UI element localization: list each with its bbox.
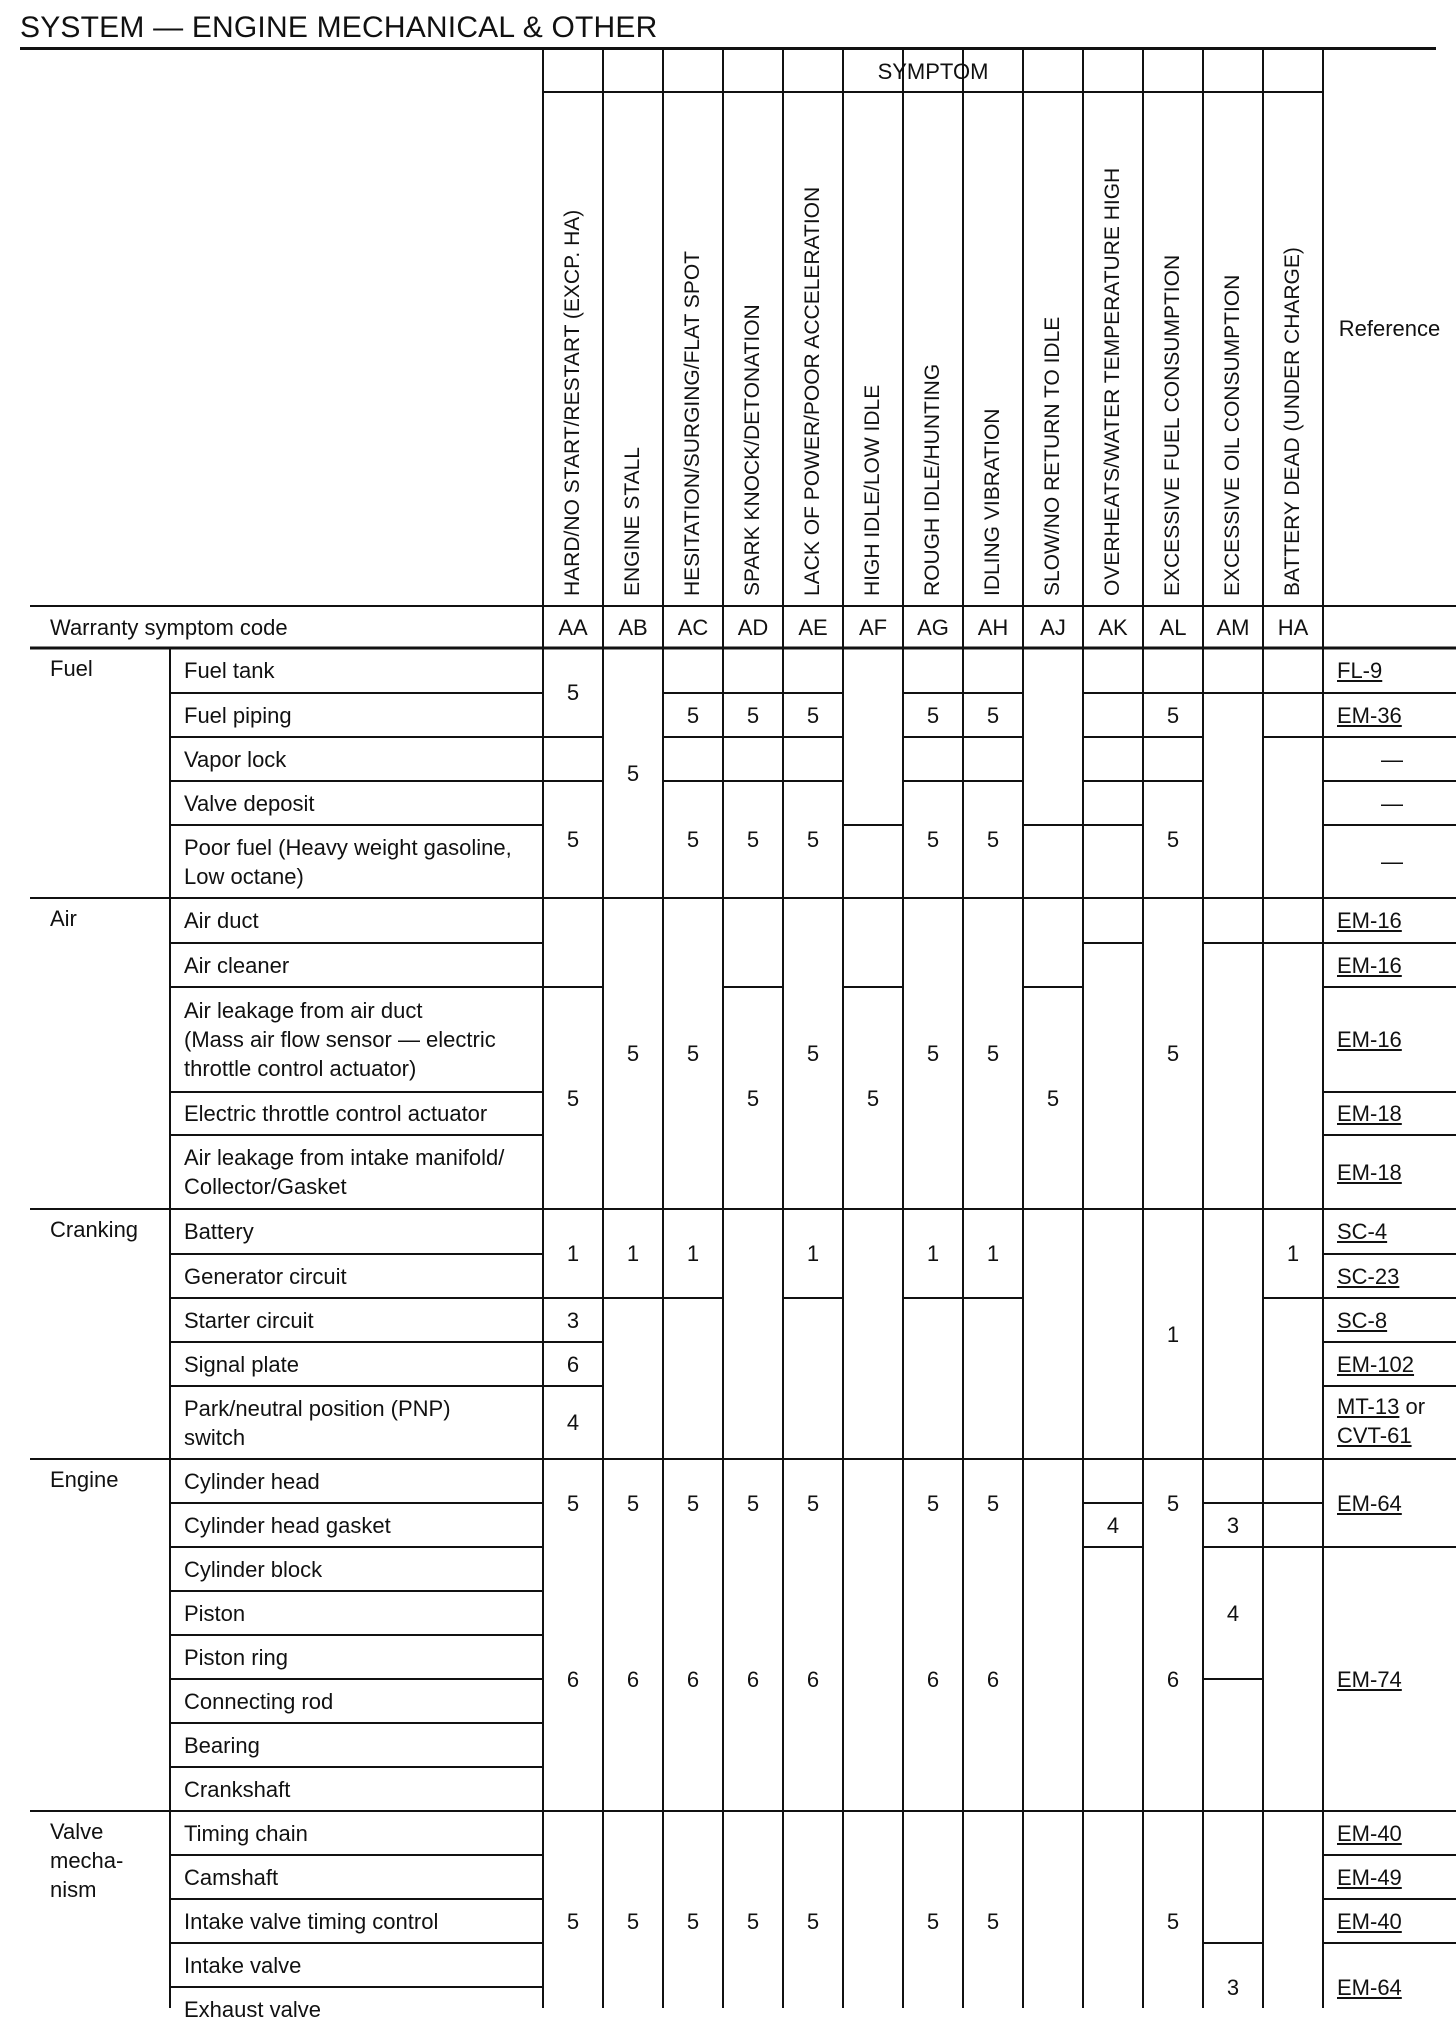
- reference-link[interactable]: CVT-61: [1337, 1423, 1412, 1448]
- reference-link-text[interactable]: EM-36: [1337, 702, 1402, 728]
- value-cell-ae: [783, 693, 843, 737]
- symptom-name-aa: HARD/NO START/RESTART (EXCP. HA): [561, 209, 584, 596]
- reference-none-text: —: [1381, 849, 1403, 874]
- value-cell-af: [843, 987, 903, 1209]
- value-cell-ae-text: 5: [806, 1908, 820, 1934]
- symptom-name-am: EXCESSIVE OIL CONSUMPTION: [1221, 274, 1244, 596]
- value-cell-al: [1143, 898, 1203, 1209]
- value-cell-am: [1203, 1943, 1263, 2031]
- reference-link[interactable]: [1337, 1855, 1447, 1899]
- item-label: [184, 781, 537, 825]
- item-label: [184, 1679, 537, 1723]
- item-label: [184, 1591, 537, 1635]
- reference-link[interactable]: [1337, 1811, 1447, 1855]
- item-label: [184, 1547, 537, 1591]
- value-cell-ab: [603, 898, 663, 1209]
- reference-link[interactable]: [1337, 1298, 1447, 1342]
- value-cell-ad: [723, 1459, 783, 1547]
- value-cell-ab: [603, 1459, 663, 1547]
- reference-none-text: —: [1381, 746, 1403, 772]
- item-label: [184, 1298, 537, 1342]
- value-cell-al: [1143, 1209, 1203, 1459]
- value-cell-ac: [663, 1459, 723, 1547]
- value-cell-am: [1203, 1503, 1263, 1547]
- item-label: [184, 825, 537, 898]
- item-label: [184, 1899, 537, 1943]
- item-label-text: Fuel tank: [184, 658, 275, 683]
- value-cell-al-text: 5: [1166, 702, 1180, 728]
- item-label-text: Air cleaner: [184, 952, 290, 978]
- reference-link-text[interactable]: FL-9: [1337, 658, 1383, 683]
- value-cell-aj: [1023, 987, 1083, 1209]
- value-cell-ac-text: 5: [686, 827, 700, 852]
- value-cell-ac: [663, 1209, 723, 1298]
- reference-link-text[interactable]: EM-18: [1337, 1159, 1402, 1185]
- symptom-code-ab: [603, 606, 663, 648]
- value-cell-ah: [963, 693, 1023, 737]
- symptom-code-ae-text: AE: [798, 614, 828, 640]
- symptom-name-ab: ENGINE STALL: [621, 447, 644, 596]
- item-label-text: Fuel piping: [184, 702, 292, 728]
- reference-link[interactable]: [1337, 1943, 1447, 2031]
- value-cell-al-text: 5: [1166, 827, 1180, 852]
- value-cell-ak: [1083, 1503, 1143, 1547]
- value-cell-ah: [963, 781, 1023, 898]
- symptom-code-am: [1203, 606, 1263, 648]
- value-cell-ag: [903, 1547, 963, 1811]
- item-label-text: Electric throttle control actuator: [184, 1101, 488, 1126]
- value-cell-ag: [903, 693, 963, 737]
- value-cell-ac-text: 5: [686, 1490, 700, 1516]
- value-cell-ag-text: 6: [926, 1666, 940, 1692]
- value-cell-al-text: 1: [1166, 1321, 1180, 1347]
- item-label-text: Piston: [184, 1600, 246, 1626]
- symptom-name-ha: BATTERY DEAD (UNDER CHARGE): [1281, 247, 1304, 596]
- symptom-code-ac: [663, 606, 723, 648]
- symptom-code-aa-text: AA: [558, 614, 588, 640]
- symptom-code-aj: [1023, 606, 1083, 648]
- reference-link[interactable]: [1337, 943, 1447, 987]
- value-cell-ag-text: 5: [926, 1908, 940, 1934]
- symptom-header: [543, 50, 1323, 92]
- group-label-1-text: Air: [50, 906, 77, 931]
- value-cell-aa-text: 3: [566, 1307, 580, 1333]
- symptom-name-ag: ROUGH IDLE/HUNTING: [921, 363, 944, 596]
- group-label-0-text: Fuel: [50, 656, 93, 681]
- value-cell-ac: [663, 781, 723, 898]
- value-cell-ag-text: 5: [926, 702, 940, 728]
- item-label: [184, 1135, 537, 1209]
- value-cell-al: [1143, 1811, 1203, 2031]
- symptom-code-ad-text: AD: [737, 614, 769, 640]
- value-cell-aa-text: 5: [566, 1085, 580, 1111]
- item-label-text: Starter circuit: [184, 1307, 314, 1333]
- item-label: [184, 1254, 537, 1298]
- value-cell-ag-text: 5: [926, 1041, 940, 1066]
- value-cell-aa: [543, 987, 603, 1209]
- value-cell-ac: [663, 898, 723, 1209]
- item-label-text: Poor fuel (Heavy weight gasoline, Low octane): [184, 834, 512, 889]
- value-cell-aa: [543, 648, 603, 737]
- value-cell-ad: [723, 781, 783, 898]
- item-label-text: Air leakage from intake manifold/ Collector/Gasket: [184, 1145, 505, 1199]
- symptom-name-ah: IDLING VIBRATION: [981, 408, 1004, 596]
- value-cell-ah-text: 6: [986, 1666, 1000, 1692]
- value-cell-al-text: 6: [1166, 1666, 1180, 1692]
- reference-link[interactable]: [1337, 693, 1447, 737]
- item-label-text: Camshaft: [184, 1864, 279, 1890]
- value-cell-am-text: 4: [1226, 1600, 1240, 1626]
- reference-link-text[interactable]: SC-4: [1337, 1219, 1388, 1244]
- value-cell-ah-text: 5: [986, 702, 1000, 728]
- item-label: [184, 1943, 537, 1987]
- value-cell-aa: [543, 1342, 603, 1386]
- value-cell-ag: [903, 1209, 963, 1298]
- reference-none-text: —: [1381, 790, 1403, 816]
- value-cell-ad-text: 5: [746, 1490, 760, 1516]
- page-title: SYSTEM — ENGINE MECHANICAL & OTHER: [20, 11, 658, 44]
- item-label-text: Park/neutral position (PNP) switch: [184, 1395, 451, 1450]
- value-cell-aa-text: 6: [566, 1666, 580, 1692]
- reference-link-text[interactable]: EM-40: [1337, 1820, 1402, 1846]
- value-cell-ab: [603, 648, 663, 898]
- value-cell-aa-text: 5: [566, 1490, 580, 1516]
- value-cell-ab-text: 1: [626, 1241, 640, 1266]
- item-label-text: Cylinder head gasket: [184, 1512, 391, 1538]
- value-cell-ae: [783, 1547, 843, 1811]
- value-cell-aa: [543, 781, 603, 898]
- item-label-text: Generator circuit: [184, 1263, 347, 1289]
- value-cell-ab-text: 5: [626, 1490, 640, 1516]
- symptom-code-ha-text: HA: [1277, 614, 1309, 640]
- item-label-text: Air leakage from air duct (Mass air flow sensor — electric throttle control actuator): [184, 998, 496, 1081]
- value-cell-aa-text: 6: [566, 1351, 580, 1377]
- item-label-text: Signal plate: [184, 1351, 299, 1377]
- group-label-0: [50, 654, 180, 754]
- item-label: [184, 898, 537, 943]
- reference-link[interactable]: [1337, 1092, 1447, 1135]
- value-cell-ag: [903, 1459, 963, 1547]
- item-label: [184, 1723, 537, 1767]
- reference-none: [1337, 825, 1447, 898]
- reference-link-text[interactable]: EM-64: [1337, 1974, 1402, 2000]
- item-label-text: Exhaust valve: [184, 1996, 321, 2022]
- group-label-4-text: Valve mecha- nism: [50, 1819, 124, 1902]
- value-cell-aa-text: 5: [566, 680, 580, 705]
- value-cell-ad-text: 6: [746, 1666, 760, 1692]
- reference-link-text[interactable]: EM-74: [1337, 1666, 1402, 1692]
- item-label-text: Crankshaft: [184, 1776, 291, 1802]
- reference-or-text: or: [1399, 1394, 1426, 1419]
- item-label: [184, 1811, 537, 1855]
- value-cell-ha-text: 1: [1286, 1241, 1300, 1266]
- value-cell-ac: [663, 693, 723, 737]
- item-label-text: Timing chain: [184, 1820, 308, 1846]
- item-label-text: Intake valve: [184, 1952, 302, 1978]
- value-cell-ae: [783, 1459, 843, 1547]
- value-cell-am: [1203, 1547, 1263, 1679]
- item-label-text: Vapor lock: [184, 746, 287, 772]
- value-cell-ac-text: 6: [686, 1666, 700, 1692]
- value-cell-ad: [723, 1547, 783, 1811]
- value-cell-ac: [663, 1811, 723, 2031]
- reference-link[interactable]: [1337, 1547, 1447, 1811]
- item-label: [184, 1386, 537, 1459]
- reference-link-text[interactable]: EM-18: [1337, 1101, 1402, 1126]
- item-label: [184, 737, 537, 781]
- value-cell-ag-text: 1: [926, 1241, 940, 1266]
- group-label-1: [50, 904, 180, 1004]
- item-label: [184, 648, 537, 693]
- reference-link-text[interactable]: EM-64: [1337, 1490, 1402, 1516]
- value-cell-al: [1143, 1547, 1203, 1811]
- item-label-text: Cylinder head: [184, 1468, 320, 1494]
- value-cell-al-text: 5: [1166, 1490, 1180, 1516]
- symptom-name-ad: SPARK KNOCK/DETONATION: [741, 304, 764, 596]
- reference-link[interactable]: [1337, 648, 1447, 693]
- symptom-code-al: [1143, 606, 1203, 648]
- reference-header-text: Reference: [1338, 315, 1441, 341]
- value-cell-al: [1143, 693, 1203, 737]
- value-cell-ab-text: 5: [626, 1908, 640, 1934]
- symptom-name-ak: OVERHEATS/WATER TEMPERATURE HIGH: [1101, 167, 1124, 596]
- value-cell-am-text: 3: [1226, 1974, 1240, 2000]
- item-label: [184, 1503, 537, 1547]
- reference-link[interactable]: [1337, 987, 1447, 1092]
- group-label-3: [50, 1465, 180, 1565]
- symptom-code-ag: [903, 606, 963, 648]
- value-cell-ab: [603, 1209, 663, 1298]
- warranty-symptom-code-label-text: Warranty symptom code: [50, 614, 288, 640]
- item-label-text: Connecting rod: [184, 1688, 334, 1714]
- value-cell-ae-text: 5: [806, 827, 820, 852]
- item-label: [184, 1342, 537, 1386]
- reference-none: [1337, 781, 1447, 825]
- symptom-code-af-text: AF: [858, 614, 888, 640]
- reference-link[interactable]: MT-13: [1337, 1394, 1400, 1419]
- symptom-code-ah-text: AH: [977, 614, 1009, 640]
- symptom-code-am-text: AM: [1216, 614, 1250, 640]
- value-cell-ac: [663, 1547, 723, 1811]
- value-cell-ah: [963, 898, 1023, 1209]
- value-cell-ae-text: 6: [806, 1666, 820, 1692]
- warranty-symptom-code-label: [50, 606, 530, 648]
- value-cell-aa-text: 4: [566, 1410, 580, 1435]
- value-cell-ab-text: 5: [626, 760, 640, 786]
- value-cell-aa-text: 1: [566, 1241, 580, 1266]
- value-cell-al-text: 5: [1166, 1041, 1180, 1066]
- value-cell-am-text: 3: [1226, 1512, 1240, 1538]
- value-cell-ad: [723, 1811, 783, 2031]
- value-cell-ah: [963, 1209, 1023, 1298]
- item-label: [184, 943, 537, 987]
- item-label-text: Valve deposit: [184, 790, 315, 816]
- item-label-text: Piston ring: [184, 1644, 288, 1670]
- reference-link[interactable]: [1337, 1899, 1447, 1943]
- item-label-text: Intake valve timing control: [184, 1908, 439, 1934]
- value-cell-ag-text: 5: [926, 827, 940, 852]
- symptom-code-ah: [963, 606, 1023, 648]
- value-cell-ac-text: 5: [686, 702, 700, 728]
- value-cell-aa: [543, 1298, 603, 1342]
- reference-link-text[interactable]: EM-49: [1337, 1864, 1402, 1890]
- value-cell-ag: [903, 781, 963, 898]
- value-cell-ag-text: 5: [926, 1490, 940, 1516]
- symptom-name-aj: SLOW/NO RETURN TO IDLE: [1041, 316, 1064, 596]
- value-cell-aa: [543, 1386, 603, 1459]
- value-cell-ab: [603, 1547, 663, 1811]
- value-cell-al: [1143, 1459, 1203, 1547]
- symptom-code-aa: [543, 606, 603, 648]
- item-label: [184, 1459, 537, 1503]
- symptom-code-aj-text: AJ: [1040, 614, 1066, 640]
- reference-link-text[interactable]: SC-23: [1337, 1263, 1400, 1289]
- reference-link-text[interactable]: SC-8: [1337, 1307, 1388, 1333]
- value-cell-ae: [783, 781, 843, 898]
- value-cell-aa-text: 5: [566, 827, 580, 852]
- symptom-code-ab-text: AB: [618, 614, 648, 640]
- item-label: [184, 1855, 537, 1899]
- value-cell-ae: [783, 1209, 843, 1298]
- value-cell-aa-text: 5: [566, 1908, 580, 1934]
- value-cell-al-text: 5: [1166, 1908, 1180, 1934]
- value-cell-ae-text: 5: [806, 1490, 820, 1516]
- value-cell-ac-text: 1: [686, 1241, 700, 1266]
- value-cell-af-text: 5: [866, 1085, 880, 1111]
- symptom-name-ae: LACK OF POWER/POOR ACCELERATION: [801, 186, 824, 596]
- item-label-text: Bearing: [184, 1732, 260, 1758]
- value-cell-ah: [963, 1459, 1023, 1547]
- reference-link[interactable]: [1337, 1459, 1447, 1547]
- item-label: [184, 1209, 537, 1254]
- item-label: [184, 1092, 537, 1135]
- reference-link-text[interactable]: EM-16: [1337, 1027, 1402, 1052]
- group-label-2: [50, 1215, 180, 1315]
- value-cell-ae-text: 5: [806, 702, 820, 728]
- value-cell-ad: [723, 693, 783, 737]
- value-cell-aj-text: 5: [1046, 1085, 1060, 1111]
- reference-link[interactable]: [1337, 1135, 1447, 1209]
- item-label: [184, 987, 537, 1092]
- item-label: [184, 1635, 537, 1679]
- value-cell-ah-text: 5: [986, 1490, 1000, 1516]
- reference-link-text[interactable]: EM-40: [1337, 1908, 1402, 1934]
- value-cell-ha: [1263, 1209, 1323, 1298]
- symptom-code-ak-text: AK: [1098, 614, 1128, 640]
- symptom-code-ac-text: AC: [677, 614, 709, 640]
- value-cell-ah-text: 5: [986, 827, 1000, 852]
- symptom-code-ad: [723, 606, 783, 648]
- reference-none: [1337, 737, 1447, 781]
- value-cell-ab-text: 5: [626, 1041, 640, 1066]
- symptom-code-ak: [1083, 606, 1143, 648]
- value-cell-aa: [543, 1811, 603, 2031]
- value-cell-ad-text: 5: [746, 827, 760, 852]
- value-cell-aa: [543, 1547, 603, 1811]
- symptom-code-ha: [1263, 606, 1323, 648]
- value-cell-ad-text: 5: [746, 1085, 760, 1111]
- item-label-text: Battery: [184, 1219, 254, 1244]
- value-cell-ac-text: 5: [686, 1908, 700, 1934]
- item-label: [184, 1767, 537, 1811]
- value-cell-aa: [543, 1459, 603, 1547]
- value-cell-ah-text: 5: [986, 1041, 1000, 1066]
- reference-header: [1323, 50, 1456, 606]
- group-label-2-text: Cranking: [50, 1217, 139, 1242]
- value-cell-ah-text: 1: [986, 1241, 1000, 1266]
- reference-link[interactable]: [1337, 1342, 1447, 1386]
- symptom-name-af: HIGH IDLE/LOW IDLE: [861, 384, 884, 596]
- value-cell-ae: [783, 898, 843, 1209]
- reference-pnp: [1337, 1392, 1456, 1450]
- value-cell-ag: [903, 1811, 963, 2031]
- reference-link-text[interactable]: EM-102: [1337, 1351, 1415, 1377]
- value-cell-aa: [543, 1209, 603, 1298]
- reference-link[interactable]: [1337, 1209, 1447, 1254]
- symptom-name-ac: HESITATION/SURGING/FLAT SPOT: [681, 251, 704, 596]
- group-label-3-text: Engine: [50, 1467, 119, 1492]
- value-cell-ad: [723, 987, 783, 1209]
- item-label: [184, 1987, 537, 2031]
- symptom-header-text: SYMPTOM: [877, 58, 989, 84]
- value-cell-ak-text: 4: [1106, 1512, 1120, 1538]
- value-cell-ad-text: 5: [746, 702, 760, 728]
- group-label-4: [50, 1817, 180, 1917]
- item-label-text: Cylinder block: [184, 1556, 323, 1582]
- value-cell-ah: [963, 1811, 1023, 2031]
- value-cell-ae: [783, 1811, 843, 2031]
- value-cell-ah-text: 5: [986, 1908, 1000, 1934]
- value-cell-ac-text: 5: [686, 1041, 700, 1066]
- item-label-text: Air duct: [184, 908, 259, 933]
- value-cell-ae-text: 1: [806, 1241, 820, 1266]
- symptom-code-al-text: AL: [1159, 614, 1187, 640]
- value-cell-ad-text: 5: [746, 1908, 760, 1934]
- symptom-code-ae: [783, 606, 843, 648]
- value-cell-ae-text: 5: [806, 1041, 820, 1066]
- item-label: [184, 693, 537, 737]
- value-cell-al: [1143, 781, 1203, 898]
- reference-link[interactable]: [1337, 898, 1447, 943]
- value-cell-ab-text: 6: [626, 1666, 640, 1692]
- reference-link-text[interactable]: EM-16: [1337, 908, 1402, 933]
- value-cell-ag: [903, 898, 963, 1209]
- symptom-code-ag-text: AG: [917, 614, 949, 640]
- reference-link[interactable]: [1337, 1254, 1447, 1298]
- value-cell-ab: [603, 1811, 663, 2031]
- value-cell-ah: [963, 1547, 1023, 1811]
- symptom-name-al: EXCESSIVE FUEL CONSUMPTION: [1161, 254, 1184, 596]
- symptom-code-af: [843, 606, 903, 648]
- reference-link-text[interactable]: EM-16: [1337, 952, 1402, 978]
